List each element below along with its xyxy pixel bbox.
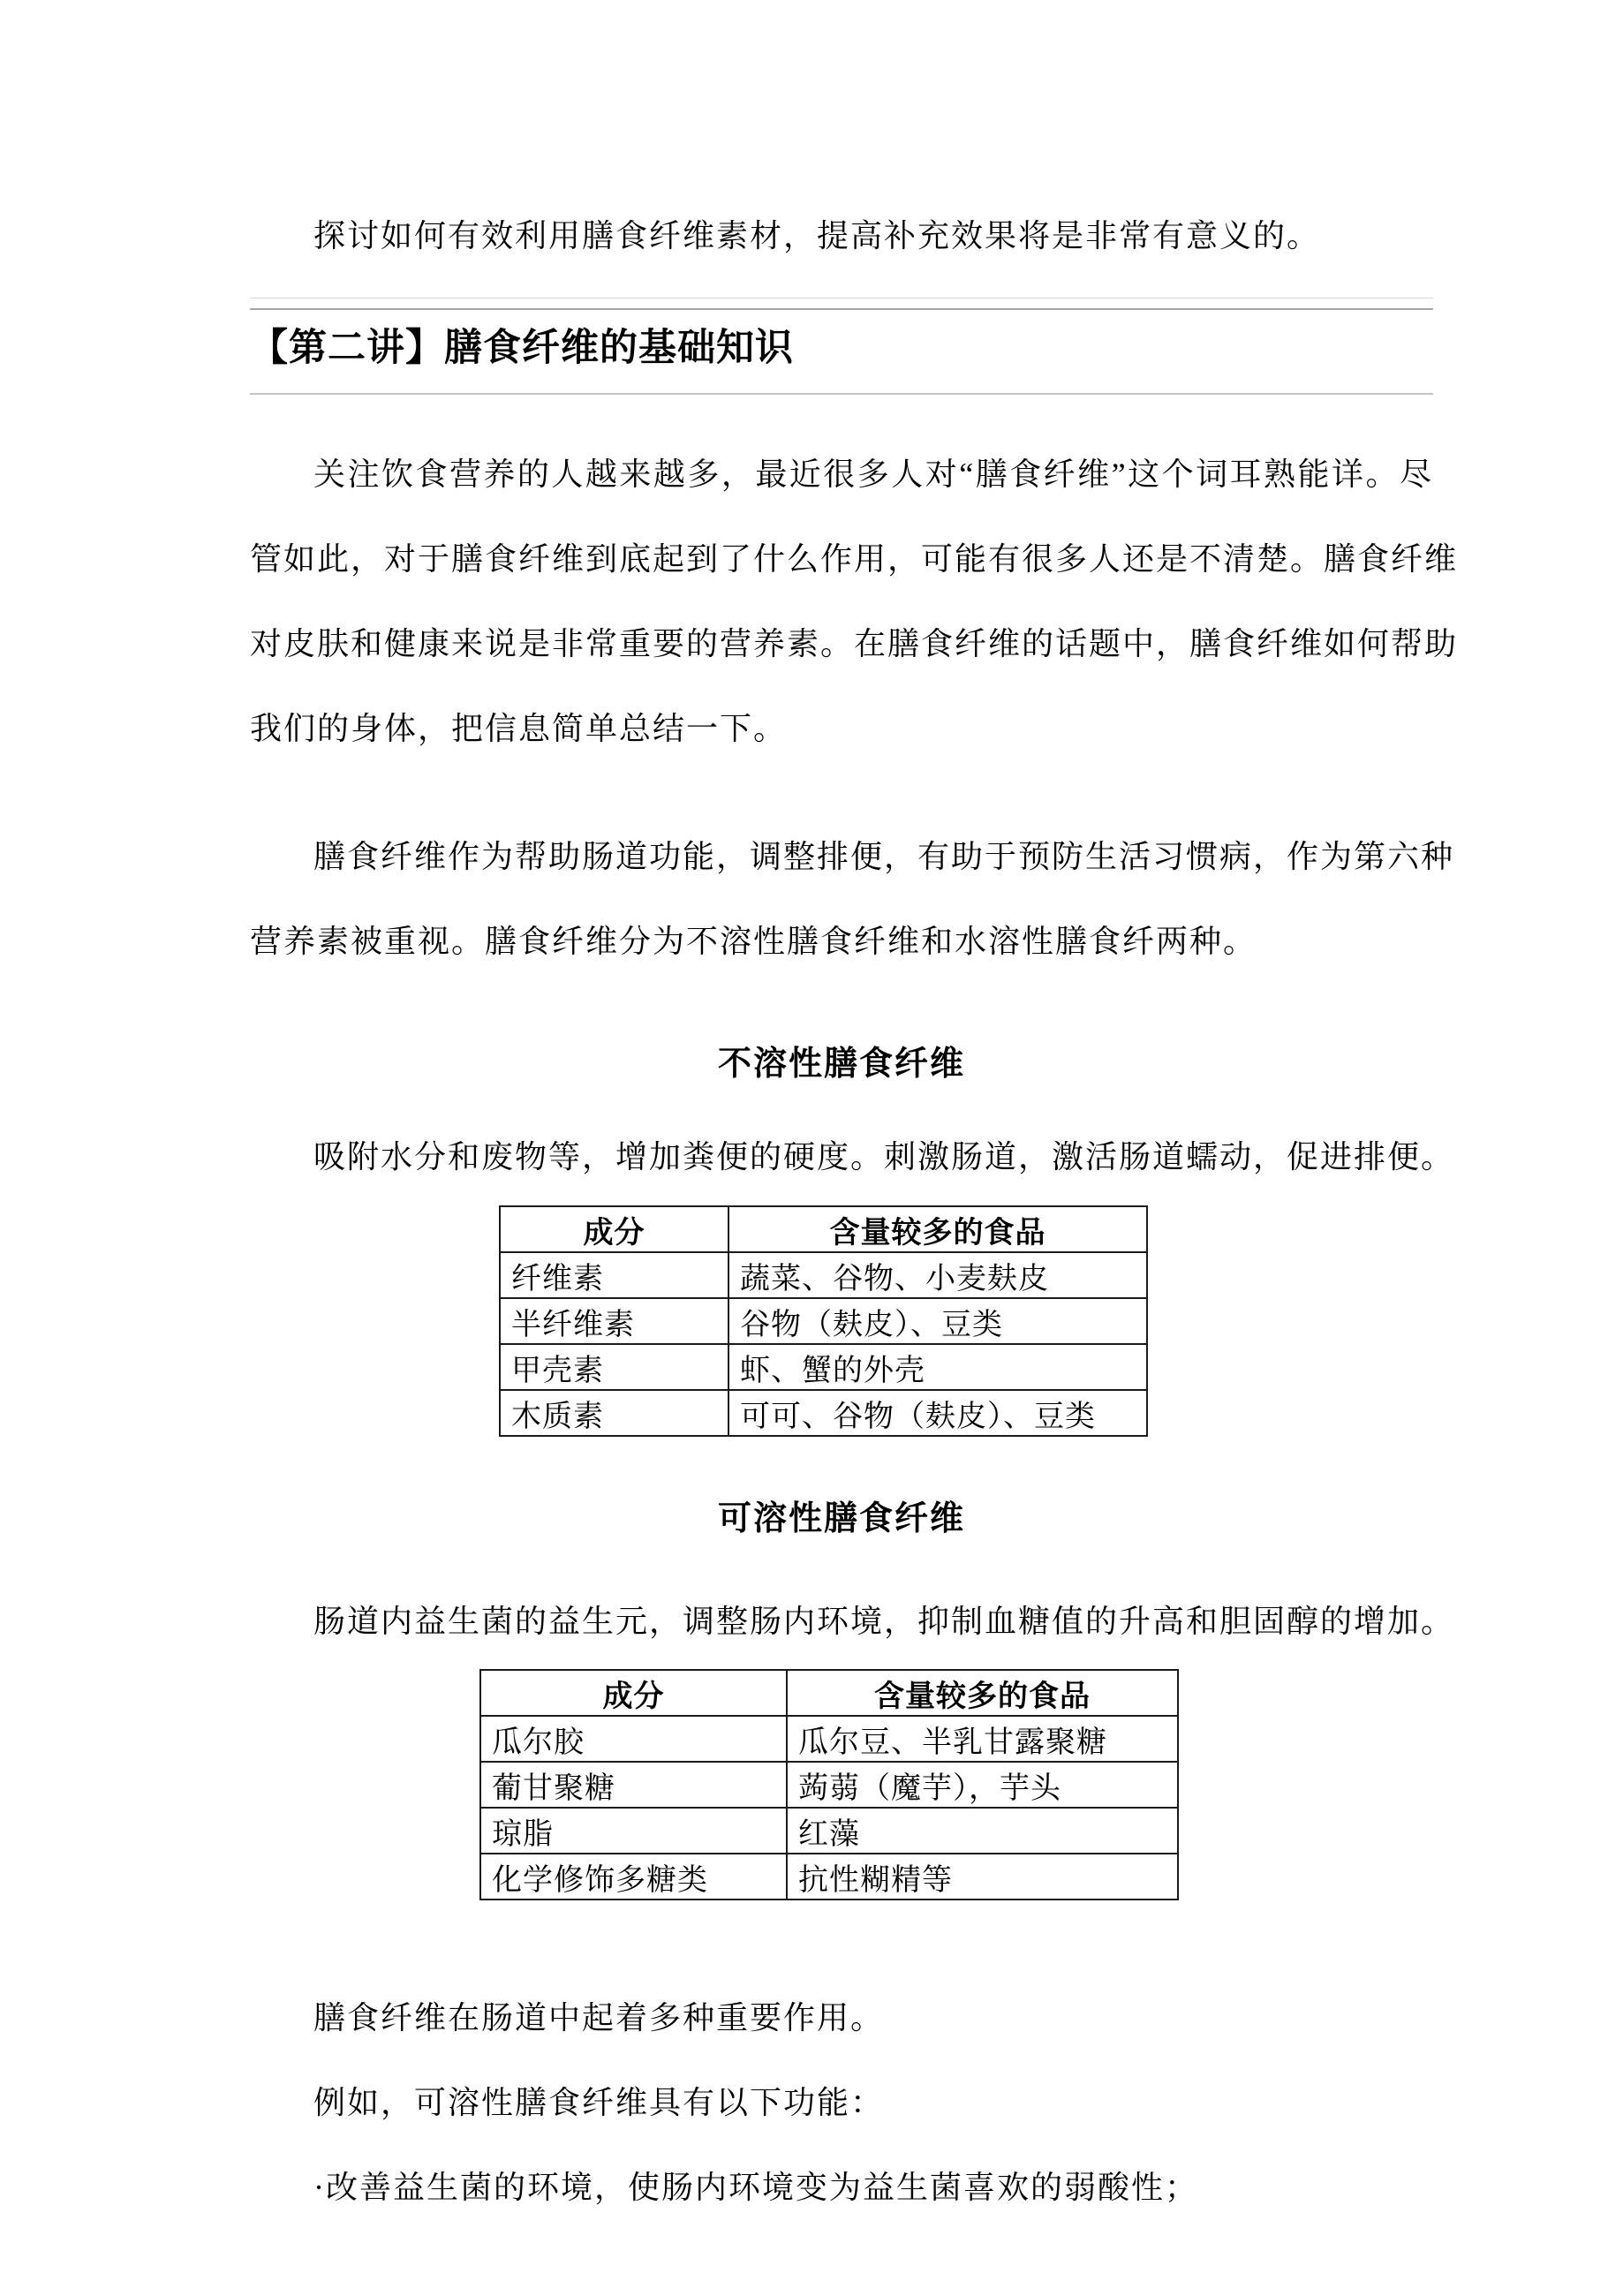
subtitle-soluble-fiber: 可溶性膳食纤维	[717, 1500, 965, 1537]
column-header-component: 成分	[480, 1670, 787, 1716]
cell-foods: 红藻	[787, 1808, 1178, 1854]
paragraph-line: 关注饮食营养的人越来越多，最近很多人对“膳食纤维”这个词耳熟能详。尽	[313, 457, 1433, 492]
cell-component: 化学修饰多糖类	[480, 1854, 787, 1899]
table-row	[480, 1762, 1178, 1808]
paragraph-soluble-desc	[250, 1579, 1455, 1664]
cell-component: 瓜尔胶	[480, 1716, 787, 1762]
document-content	[250, 0, 1459, 2230]
cell-foods: 抗性糊精等	[787, 1854, 1178, 1899]
intro-paragraph: 探讨如何有效利用膳食纤维素材，提高补充效果将是非常有意义的。	[313, 218, 1321, 253]
heading-top-rule	[250, 308, 1433, 310]
paragraph-closing	[250, 1975, 1433, 2060]
heading-bottom-rule	[250, 393, 1433, 395]
cell-component: 半纤维素	[500, 1298, 728, 1344]
paragraph-overview	[250, 432, 1459, 771]
paragraph-line: 对皮肤和健康来说是非常重要的营养素。在膳食纤维的话题中，膳食纤维如何帮助	[250, 626, 1459, 661]
cell-foods: 蒟蒻（魔芋），芋头	[787, 1762, 1178, 1808]
paragraph-line: 肠道内益生菌的益生元，调整肠内环境，抑制血糖值的升高和胆固醇的增加。	[313, 1604, 1455, 1639]
cell-foods: 虾、蟹的外壳	[728, 1344, 1147, 1390]
paragraph-line: 膳食纤维在肠道中起着多种重要作用。	[313, 2000, 885, 2035]
cell-component: 葡甘聚糖	[480, 1762, 787, 1808]
cell-component: 木质素	[500, 1390, 728, 1436]
bullet-line: ·改善益生菌的环境，使肠内环境变为益生菌喜欢的弱酸性；	[313, 2170, 1198, 2205]
subtitle-insoluble-fiber: 不溶性膳食纤维	[717, 1046, 965, 1083]
paragraph-insoluble-desc	[250, 1114, 1455, 1199]
table-header-row	[500, 1206, 1147, 1252]
section-heading: 【第二讲】膳食纤维的基础知识	[250, 328, 794, 369]
cell-foods: 蔬菜、谷物、小麦麸皮	[728, 1252, 1147, 1298]
cell-component: 甲壳素	[500, 1344, 728, 1390]
soluble-fiber-table	[479, 1669, 1179, 1900]
paragraph-line: 例如，可溶性膳食纤维具有以下功能：	[313, 2085, 885, 2120]
cell-foods: 可可、谷物（麸皮）、豆类	[728, 1390, 1147, 1436]
table-row	[480, 1808, 1178, 1854]
table-row	[500, 1298, 1147, 1344]
column-header-foods: 含量较多的食品	[787, 1670, 1178, 1716]
table-row	[500, 1252, 1147, 1298]
paragraph-bullet	[250, 2145, 1433, 2230]
paragraph-line: 管如此，对于膳食纤维到底起到了什么作用，可能有很多人还是不清楚。膳食纤维	[250, 541, 1459, 577]
paragraph-role	[250, 814, 1455, 984]
table-row	[500, 1344, 1147, 1390]
paragraph-line: 营养素被重视。膳食纤维分为不溶性膳食纤维和水溶性膳食纤两种。	[250, 924, 1257, 959]
insoluble-fiber-table	[499, 1205, 1148, 1437]
paragraph-example	[250, 2060, 1433, 2145]
column-header-foods: 含量较多的食品	[728, 1206, 1147, 1252]
paragraph-line: 我们的身体，把信息简单总结一下。	[250, 711, 788, 746]
paragraph-line: 吸附水分和废物等，增加粪便的硬度。刺激肠道，激活肠道蠕动，促进排便。	[313, 1139, 1455, 1174]
cell-component: 琼脂	[480, 1808, 787, 1854]
cell-foods: 瓜尔豆、半乳甘露聚糖	[787, 1716, 1178, 1762]
paragraph-line: 膳食纤维作为帮助肠道功能，调整排便，有助于预防生活习惯病，作为第六种	[313, 839, 1455, 874]
column-header-component: 成分	[500, 1206, 728, 1252]
cell-component: 纤维素	[500, 1252, 728, 1298]
table-row	[500, 1390, 1147, 1436]
table-row	[480, 1854, 1178, 1899]
cell-foods: 谷物（麸皮）、豆类	[728, 1298, 1147, 1344]
table-row	[480, 1716, 1178, 1762]
table-header-row	[480, 1670, 1178, 1716]
